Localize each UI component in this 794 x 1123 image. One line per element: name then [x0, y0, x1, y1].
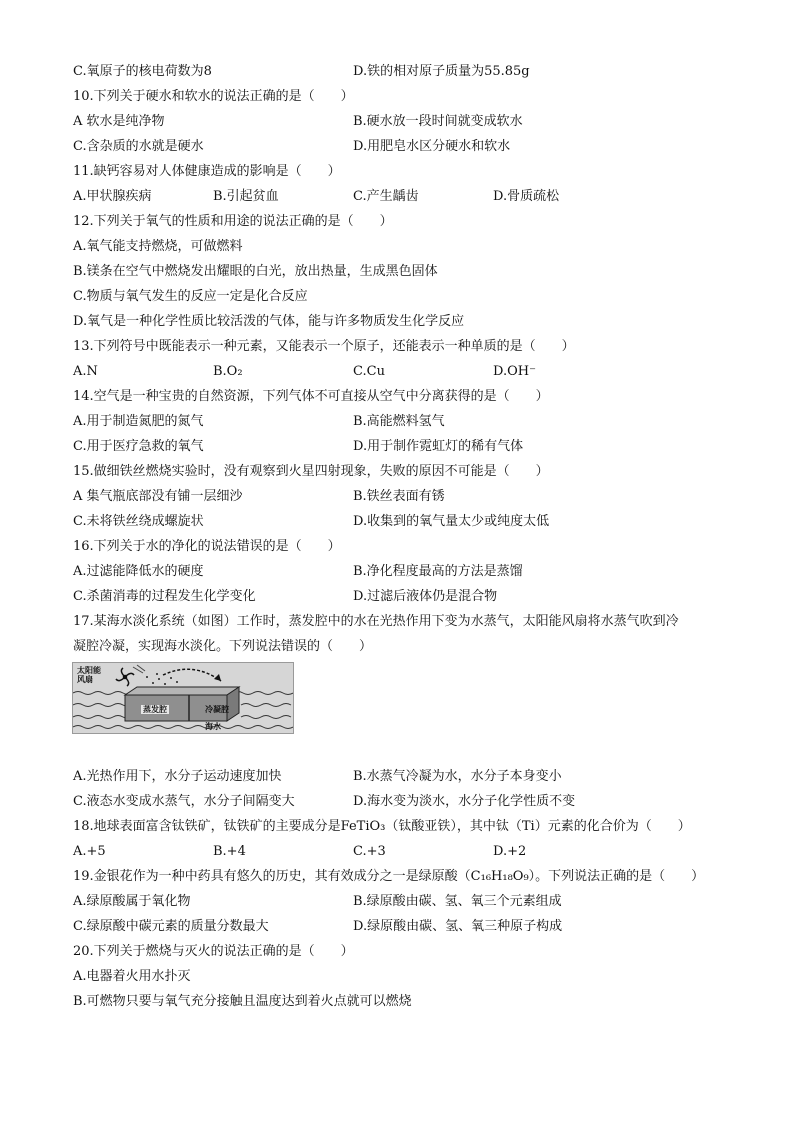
line-text: 10.下列关于硬水和软水的说法正确的是（ ）	[73, 89, 354, 104]
line-text: 17.某海水淡化系统（如图）工作时，蒸发腔中的水在光热作用下变为水蒸气，太阳能风扇将水蒸气吹到冷	[73, 614, 679, 629]
line-text: C.液态水变成水蒸气，水分子间隔变大	[73, 794, 295, 809]
text-line	[73, 942, 733, 962]
text-line	[73, 767, 733, 787]
line-text: 凝腔冷凝，实现海水淡化。下列说法错误的（ ）	[73, 639, 373, 654]
line-text: D.氧气是一种化学性质比较活泼的气体，能与许多物质发生化学反应	[73, 314, 465, 329]
option-text: D.用于制作霓虹灯的稀有气体	[353, 439, 524, 454]
text-line	[73, 187, 733, 207]
option-text: B.高能燃料氢气	[353, 414, 445, 429]
box-top	[125, 687, 239, 695]
line-text: 19.金银花作为一种中药具有悠久的历史，其有效成分之一是绿原酸（C₁₆H₁₈O₉）。下列说法正确的是（ ）	[73, 869, 705, 884]
text-line	[73, 212, 733, 232]
arrow-head	[214, 674, 221, 681]
line-text: A.N	[73, 364, 98, 379]
text-line	[73, 87, 733, 107]
option-text: D.+2	[493, 844, 527, 859]
text-line	[73, 512, 733, 532]
text-line	[73, 792, 733, 812]
text-line	[73, 387, 733, 407]
option-text: D.骨质疏松	[493, 189, 560, 204]
light-rays	[133, 665, 145, 673]
option-text: C.Cu	[353, 364, 385, 379]
line-text: C.绿原酸中碳元素的质量分数最大	[73, 919, 269, 934]
text-line	[73, 237, 733, 257]
line-text: C.未将铁丝绕成螺旋状	[73, 514, 204, 529]
text-line	[73, 162, 733, 182]
option-text: D.收集到的氧气量太少或纯度太低	[353, 514, 550, 529]
line-text: C.物质与氧气发生的反应一定是化合反应	[73, 289, 308, 304]
line-text: A.光热作用下，水分子运动速度加快	[73, 769, 282, 784]
text-line	[73, 62, 733, 82]
option-text: B.引起贫血	[213, 189, 279, 204]
text-line	[73, 537, 733, 557]
option-text: B.绿原酸由碳、氢、氧三个元素组成	[353, 894, 562, 909]
line-text: 11.缺钙容易对人体健康造成的影响是（ ）	[73, 164, 341, 179]
line-text: 14.空气是一种宝贵的自然资源，下列气体不可直接从空气中分离获得的是（ ）	[73, 389, 549, 404]
vapor-dots	[146, 673, 178, 685]
line-text: B.镁条在空气中燃烧发出耀眼的白光，放出热量，生成黑色固体	[73, 264, 438, 279]
condensation-chamber-label: 冷凝腔	[205, 705, 229, 714]
line-text: 16.下列关于水的净化的说法错误的是（ ）	[73, 539, 341, 554]
vapor-arrow	[163, 669, 221, 681]
line-text: A.甲状腺疾病	[73, 189, 152, 204]
evaporation-chamber-label: 蒸发腔	[143, 705, 167, 714]
line-text: A.过滤能降低水的硬度	[73, 564, 204, 579]
text-line	[73, 967, 733, 987]
option-text: B.铁丝表面有锈	[353, 489, 445, 504]
text-line	[73, 487, 733, 507]
line-text: A.氧气能支持燃烧，可做燃料	[73, 239, 243, 254]
option-text: D.海水变为淡水，水分子化学性质不变	[353, 794, 576, 809]
option-text: C.产生龋齿	[353, 189, 419, 204]
line-text: A.电器着火用水扑灭	[73, 969, 191, 984]
line-text: 15.做细铁丝燃烧实验时，没有观察到火星四射现象，失败的原因不可能是（ ）	[73, 464, 549, 479]
line-text: B.可燃物只要与氧气充分接触且温度达到着火点就可以燃烧	[73, 994, 412, 1009]
text-line	[73, 817, 733, 837]
text-line	[73, 892, 733, 912]
text-line	[73, 287, 733, 307]
text-line	[73, 437, 733, 457]
line-text: C.用于医疗急救的氧气	[73, 439, 204, 454]
fan-icon	[116, 668, 134, 686]
fan-label: 太阳能风扇	[77, 666, 101, 684]
line-text: A.用于制造氮肥的氮气	[73, 414, 204, 429]
option-text: B.硬水放一段时间就变成软水	[353, 114, 523, 129]
seawater-label: 海水	[205, 722, 221, 731]
text-line	[73, 992, 733, 1012]
desalination-diagram	[72, 662, 294, 734]
text-line	[73, 562, 733, 582]
text-line	[73, 612, 733, 632]
text-line	[73, 637, 733, 657]
line-text: 12.下列关于氧气的性质和用途的说法正确的是（ ）	[73, 214, 393, 229]
line-text: C.氧原子的核电荷数为8	[73, 64, 212, 79]
line-text: 20.下列关于燃烧与灭火的说法正确的是（ ）	[73, 944, 354, 959]
text-line	[73, 867, 733, 887]
text-line	[73, 587, 733, 607]
text-line	[73, 362, 733, 382]
line-text: A 集气瓶底部没有铺一层细沙	[73, 489, 243, 504]
option-text: C.+3	[353, 844, 386, 859]
text-line	[73, 842, 733, 862]
line-text: 13.下列符号中既能表示一种元素，又能表示一个原子，还能表示一种单质的是（ ）	[73, 339, 575, 354]
option-text: D.用肥皂水区分硬水和软水	[353, 139, 511, 154]
option-text: D.铁的相对原子质量为55.85g	[353, 64, 530, 79]
text-line	[73, 312, 733, 332]
line-text: A.+5	[73, 844, 106, 859]
text-line	[73, 917, 733, 937]
line-text: C.含杂质的水就是硬水	[73, 139, 204, 154]
option-text: D.OH⁻	[493, 364, 536, 379]
option-text: B.+4	[213, 844, 246, 859]
line-text: 18.地球表面富含钛铁矿，钛铁矿的主要成分是FeTiO₃（钛酸亚铁），其中钛（Ti）元素的化合价为（ ）	[73, 819, 691, 834]
text-line	[73, 337, 733, 357]
option-text: B.净化程度最高的方法是蒸馏	[353, 564, 523, 579]
option-text: B.O₂	[213, 364, 243, 379]
text-line	[73, 462, 733, 482]
line-text: A 软水是纯净物	[73, 114, 165, 129]
option-text: D.绿原酸由碳、氢、氧三种原子构成	[353, 919, 563, 934]
option-text: D.过滤后液体仍是混合物	[353, 589, 498, 604]
line-text: A.绿原酸属于氧化物	[73, 894, 191, 909]
text-line	[73, 112, 733, 132]
text-line	[73, 262, 733, 282]
text-line	[73, 137, 733, 157]
option-text: B.水蒸气冷凝为水，水分子本身变小	[353, 769, 562, 784]
line-text: C.杀菌消毒的过程发生化学变化	[73, 589, 256, 604]
text-line	[73, 412, 733, 432]
